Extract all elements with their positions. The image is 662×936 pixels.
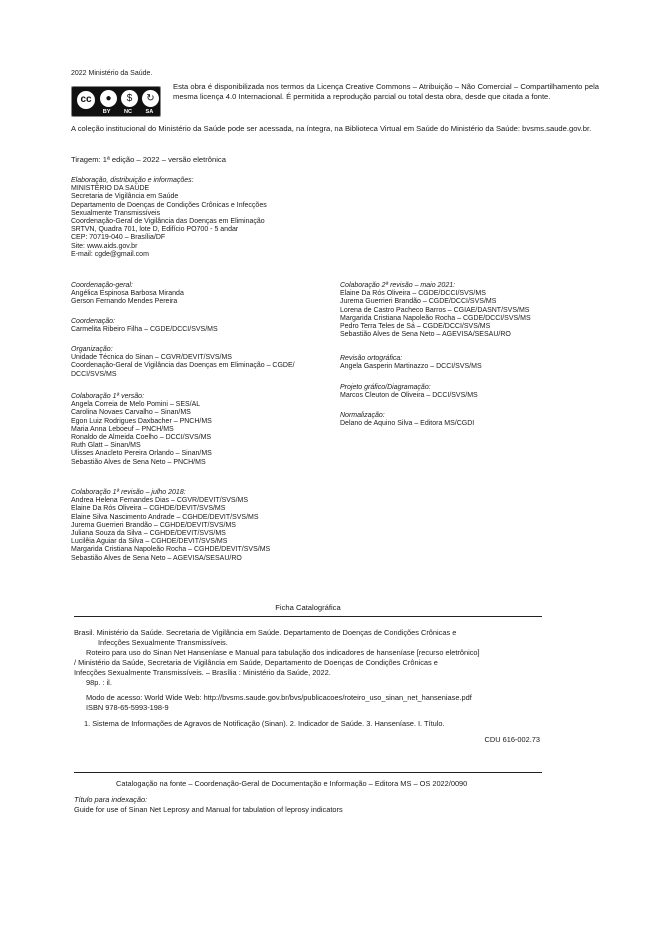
ficha-title: Ficha Catalográfica [275,603,341,612]
cc-icon: cc [75,89,97,111]
catalog-author: Brasil. Ministério da Saúde. Secretaria de Vigilância em Saúde. Departamento de Doenças de Condições Crônicas e [74,628,457,637]
credit-line: Pedro Terra Teles de Sá – CGDE/DCCI/SVS/MS [340,323,491,331]
catalog-title: Roteiro para uso do Sinan Net Hanseníase e Manual para tabulação dos indicadores de hanseníase [recurso eletrônico] [86,648,480,657]
section-heading: Colaboração 2ª revisão – maio 2021: [340,282,456,289]
credit-line: Sebastião Alves de Sena Neto – PNCH/MS [71,458,206,466]
credit-line: Maria Anna Leboeuf – PNCH/MS [71,425,174,433]
credit-line: Elaine Da Rós Oliveira – CGDE/DCCI/SVS/MS [340,290,486,298]
badge-sa: SA [145,109,154,115]
copyright-notice: 2022 Ministério da Saúde. [71,70,153,77]
elaboration-line: CEP: 70719-040 – Brasília/DF [71,234,166,242]
noncommercial-icon: $ [121,90,138,107]
section-heading: Coordenação-geral: [71,282,133,289]
creative-commons-logo [71,86,161,117]
credit-line: Juliana Souza da Silva – CGHDE/DEVIT/SVS/MS [71,530,226,538]
catalog-publication: Infecções Sexualmente Transmissíveis. – Brasília : Ministério da Saúde, 2022. [74,668,331,677]
coordination [71,318,218,334]
attribution-icon: ● [100,90,117,107]
section-heading: Normalização: [340,412,385,419]
credit-line: Unidade Técnica do Sinan – CGVR/DEVIT/SVS/MS [71,354,232,362]
print-run: Tiragem: 1ª edição – 2022 – versão eletrônica [71,155,226,164]
section-heading: Revisão ortográfica: [340,355,403,362]
index-title-heading: Título para indexação: [74,795,148,804]
credit-line: Andrea Helena Fernandes Dias – CGVR/DEVIT/SVS/MS [71,497,249,505]
section-heading: Projeto gráfico/Diagramação: [340,384,431,391]
badge-by: BY [102,109,111,115]
elaboration-line: Departamento de Doenças de Condições Crônicas e Infecções [71,201,267,209]
ficha-bottom-rule [74,772,542,773]
elaboration-line: E-mail: cgde@gmail.com [71,250,149,258]
credit-line: DCCI/SVS/MS [71,370,117,378]
credit-line: Ulisses Anacleto Pereira Orlando – Sinan/MS [71,450,212,458]
collection-note: A coleção institucional do Ministério da Saúde pode ser acessada, na íntegra, na Biblioteca Virtual em Saúde do Ministério da Saúde: bvsms.saude.gov.br. [71,124,592,133]
credit-line: Ronaldo de Almeida Coelho – DCCI/SVS/MS [71,434,212,442]
credit-line: Sebastião Alves de Sena Neto – AGEVISA/SESAU/RO [71,554,242,562]
credit-line: Angela Gasperin Martinazzo – DCCI/SVS/MS [340,363,482,371]
badge-nc: NC [123,109,133,115]
elaboration-line: Sexualmente Transmissíveis [71,209,161,217]
elaboration-heading: Elaboração, distribuição e informações: [71,177,194,184]
catalog-title-cont: / Ministério da Saúde, Secretaria de Vigilância em Saúde, Departamento de Doenças de Condições Crônicas e [74,658,438,667]
elaboration-line: Site: www.aids.gov.br [71,242,138,250]
credit-line: Egon Luiz Rodrigues Daxbacher – PNCH/MS [71,417,212,425]
credit-line: Margarida Cristiana Napoleão Rocha – CGDE/DCCI/SVS/MS [340,314,531,322]
normalization [340,412,474,428]
credit-line: Angela Correia de Melo Pomini – SES/AL [71,401,201,409]
credit-line: Lorena de Castro Pacheco Barros – CGIAE/DASNT/SVS/MS [340,306,530,314]
section-heading: Colaboração 1ª revisão – julho 2018: [71,489,186,496]
elaboration-line: Coordenação-Geral de Vigilância das Doenças em Eliminação [71,218,265,226]
credit-line: Jurema Guerrieri Brandão – CGDE/DCCI/SVS/MS [340,298,497,306]
cc-badges [96,109,160,116]
credit-line: Delano de Aquino Silva – Editora MS/CGDI [340,420,475,428]
credit-line: Carolina Novaes Carvalho – Sinan/MS [71,409,191,417]
elaboration-line: SRTVN, Quadra 701, lote D, Edifício PO700 - 5 andar [71,226,239,234]
catalog-pages: 98p. : il. [86,678,112,687]
license-text: Esta obra é disponibilizada nos termos da Licença Creative Commons – Atribuição – Não Comercial – Compartilhamento pela mesma licença 4.0 Internacional. É permitida a reprodução parcial ou total desta obra, desde que citada a fonte. [173,82,599,102]
spelling-review [340,355,482,371]
cataloging-source: Catalogação na fonte – Coordenação-Geral de Documentação e Informação – Editora MS – OS 2022/0090 [116,779,468,788]
ficha-top-rule [74,616,542,617]
sharealike-icon: ↻ [142,90,159,107]
credit-line: Carmelita Ribeiro Filha – CGDE/DCCI/SVS/MS [71,326,218,334]
catalog-author-cont: Infecções Sexualmente Transmissíveis. [98,638,228,647]
credit-line: Lucilêia Aguiar da Silva – CGHDE/DEVIT/SVS/MS [71,538,228,546]
collaboration-first-revision [71,489,270,563]
credit-line: Elaine Silva Nascimento Andrade – CGHDE/DEVIT/SVS/MS [71,513,259,521]
general-coordination [71,282,184,307]
credit-line: Gerson Fernando Mendes Pereira [71,298,178,306]
catalog-cdu: CDU 616-002.73 [484,735,540,744]
graphic-design [340,384,478,400]
credit-line: Jurema Guerrieri Brandão – CGHDE/DEVIT/SVS/MS [71,521,236,529]
section-heading: Colaboração 1ª versão: [71,393,145,400]
elaboration-section [71,177,267,259]
credit-line: Sebastião Alves de Sena Neto – AGEVISA/SESAU/RO [340,331,511,339]
index-title-text: Guide for use of Sinan Net Leprosy and Manual for tabulation of leprosy indicators [74,804,343,814]
collaboration-first-version [71,393,212,467]
section-heading: Organização: [71,346,113,353]
credit-line: Angélica Espinosa Barbosa Miranda [71,290,184,298]
credit-line: Coordenação-Geral de Vigilância das Doenças em Eliminação – CGDE/ [71,362,295,370]
organization [71,346,295,379]
credit-line: Ruth Glatt – Sinan/MS [71,442,141,450]
index-title-block [74,795,343,814]
elaboration-line: MINISTÉRIO DA SAÚDE [71,185,150,193]
credit-line: Elaine Da Rós Oliveira – CGHDE/DEVIT/SVS/MS [71,505,226,513]
credit-line: Margarida Cristiana Napoleão Rocha – CGHDE/DEVIT/SVS/MS [71,546,271,554]
catalog-subjects: 1. Sistema de Informações de Agravos de Notificação (Sinan). 2. Indicador de Saúde. 3. Hanseníase. I. Título. [84,719,445,728]
section-heading: Coordenação: [71,318,115,325]
catalog-record [74,628,544,745]
elaboration-line: Secretaria de Vigilância em Saúde [71,193,179,201]
collaboration-second-revision [340,282,531,339]
catalog-access: Modo de acesso: World Wide Web: http://bvsms.saude.gov.br/bvs/publicacoes/roteiro_uso_sinan_net_hanseniase.pdf [86,693,472,702]
catalog-isbn: ISBN 978-65-5993-198-9 [86,703,169,712]
credit-line: Marcos Cleuton de Oliveira – DCCI/SVS/MS [340,392,478,400]
